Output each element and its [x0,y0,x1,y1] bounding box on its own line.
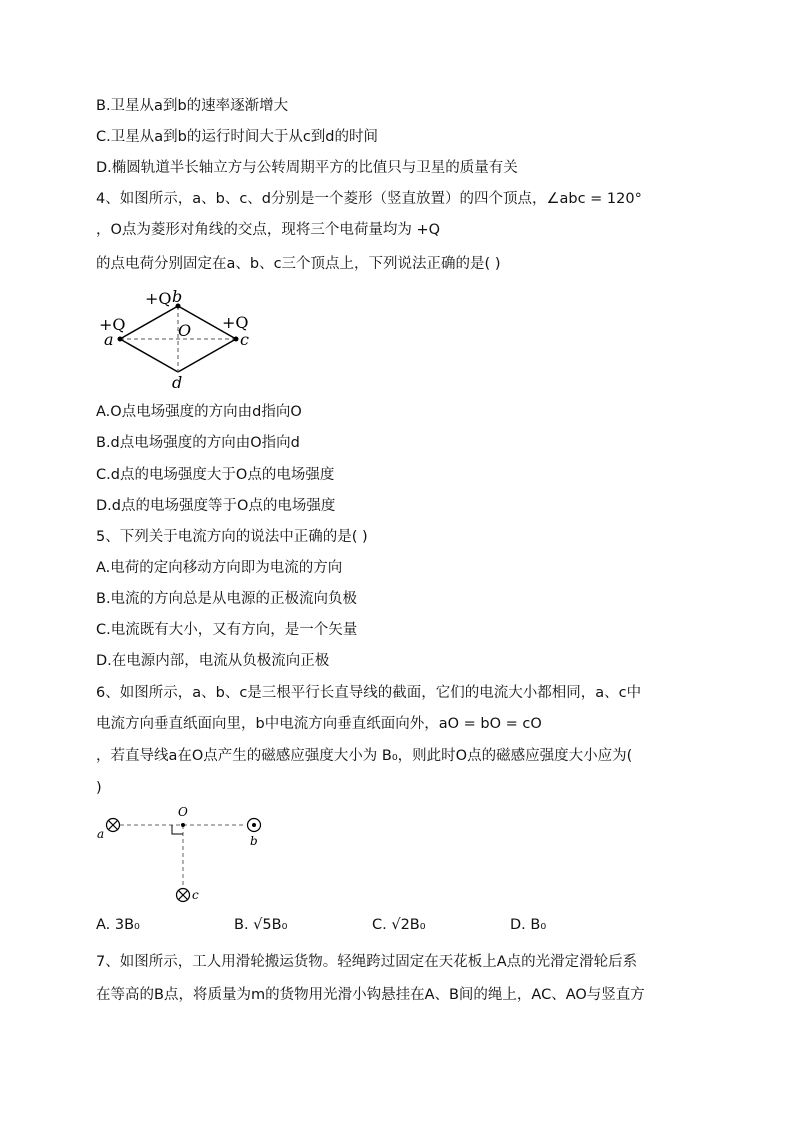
q6-option-b: B. √5B₀ [234,917,288,933]
vertex-c-label: c [240,330,249,349]
point-o [181,823,185,827]
charge-a-label: +Q [99,315,126,334]
q4-option-c: C.d点的电场强度大于O点的电场强度 [96,467,335,483]
q4-option-b: B.d点电场强度的方向由O指向d [96,435,300,451]
q5-option-d: D.在电源内部，电流从负极流向正极 [96,653,330,669]
q6-stem-line-2: 电流方向垂直纸面向里，b中电流方向垂直纸面向外，aO = bO = cO [96,716,542,732]
label-c: c [192,888,199,902]
edge-cd [178,339,236,372]
q5-option-c: C.电流既有大小，又有方向，是一个矢量 [96,622,358,638]
q4-option-d: D.d点的电场强度等于O点的电场强度 [96,498,336,514]
center-o-label: O [178,321,192,340]
wires-figure [96,805,276,910]
q5-stem: 5、下列关于电流方向的说法中正确的是( ) [96,529,368,545]
q3-option-b: B.卫星从a到b的速率逐渐增大 [96,98,289,114]
charge-b-label: +Q [145,289,172,308]
edge-da [120,339,178,372]
q4-option-a: A.O点电场强度的方向由d指向O [96,404,302,420]
q6-stem-line-4: ) [96,780,102,796]
q6-option-a: A. 3B₀ [96,917,140,933]
q4-stem-line-3: 的点电荷分别固定在a、b、c三个顶点上，下列说法正确的是( ) [96,256,501,272]
q6-stem-line-1: 6、如图所示，a、b、c是三根平行长直导线的截面，它们的电流大小都相同，a、c中 [96,685,642,701]
q4-stem-line-2: ，O点为菱形对角线的交点，现将三个电荷量均为 +Q [96,222,441,238]
label-a: a [97,827,105,841]
q7-stem-line-1: 7、如图所示，工人用滑轮搬运货物。轻绳跨过固定在天花板上A点的光滑定滑轮后系 [96,954,638,970]
label-b: b [250,834,258,848]
q7-stem-line-2: 在等高的B点，将质量为m的货物用光滑小钩悬挂在A、B间的绳上，AC、AO与竖直方 [96,987,645,1003]
point-c [234,337,239,342]
q5-option-b: B.电流的方向总是从电源的正极流向负极 [96,591,358,607]
label-o: O [178,805,188,819]
q6-stem-line-3: ，若直导线a在O点产生的磁感应强度大小为 B₀，则此时O点的磁感应强度大小应为( [96,748,633,764]
vertex-a-label: a [104,330,114,349]
q3-option-d: D.椭圆轨道半长轴立方与公转周期平方的比值只与卫星的质量有关 [96,160,518,176]
vertex-b-label: b [172,287,183,306]
charge-c-label: +Q [222,313,249,332]
right-angle-mark [172,825,183,834]
edge-ab [120,306,178,339]
point-a [118,337,123,342]
q5-option-a: A.电荷的定向移动方向即为电流的方向 [96,560,343,576]
q6-option-c: C. √2B₀ [372,917,426,933]
q6-option-d: D. B₀ [510,917,547,933]
q4-stem-line-1: 4、如图所示，a、b、c、d分别是一个菱形（竖直放置）的四个顶点，∠abc = 120° [96,191,642,207]
q3-option-c: C.卫星从a到b的运行时间大于从c到d的时间 [96,129,378,145]
rhombus-figure [96,285,266,395]
vertex-d-label: d [172,373,183,392]
